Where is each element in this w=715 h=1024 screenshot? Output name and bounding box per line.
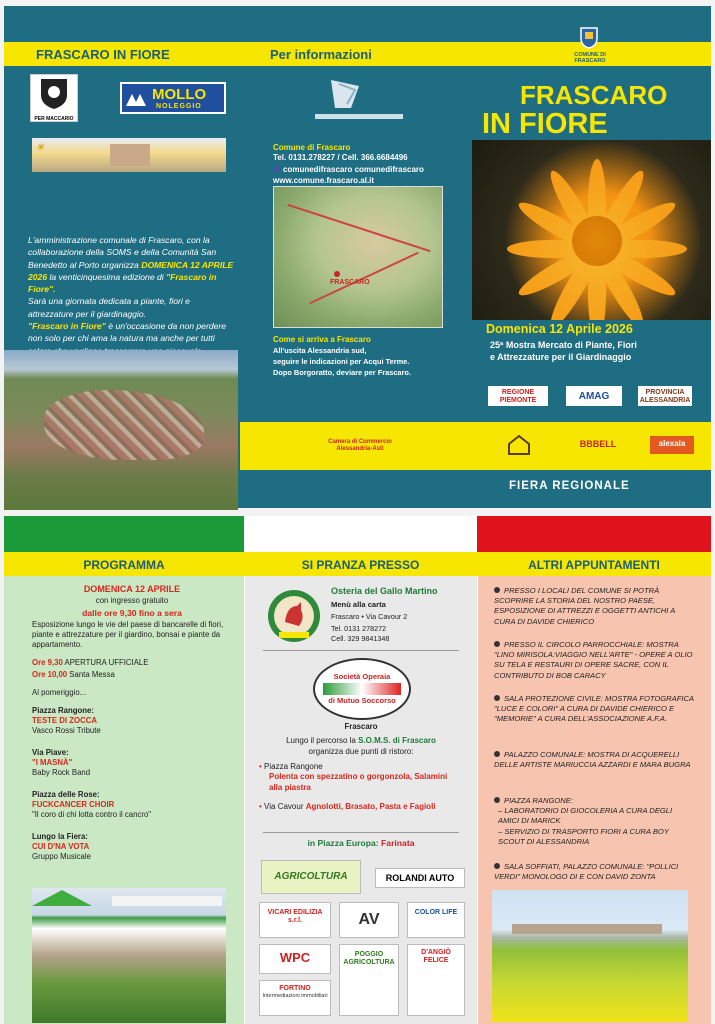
ristoro-2: • Via Cavour Agnolotti, Brasato, Pasta e Fagioli xyxy=(259,802,436,811)
altri-item-4 xyxy=(494,750,694,770)
altri-item-1-text: PRESSO I LOCALI DEL COMUNE SI POTRÀ SCOPRIRE LA STORIA DEL NOSTRO PAESE, ESPOSIZIONE DI ATTREZZI E OGGETTI ANTICHI A CURA DI DAVIDE CHIERICO xyxy=(494,586,675,626)
europa-line xyxy=(245,838,477,848)
bullet-icon xyxy=(494,641,500,647)
partner-house-icon xyxy=(506,434,532,456)
intro-name-2: "Frascaro in Fiore" xyxy=(28,321,106,332)
mollo-subtext: NOLEGGIO xyxy=(156,103,202,110)
altri-item-3-text: SALA PROTEZIONE CIVILE: MOSTRA FOTOGRAFICA "LUCE E COLORI" A CURA DI DAVIDE CHIERICO E "MEMORIE" A CURA DELL'ASSOCIAZIONE A.F.A. xyxy=(494,694,694,724)
europa-farinata: Farinata xyxy=(381,838,415,848)
vicari-label: VICARI EDILIZIA s.r.l. xyxy=(267,909,323,925)
stalls-shape xyxy=(112,896,222,906)
map-pin-icon xyxy=(334,271,340,277)
osteria-menu: Menù alla carta xyxy=(331,600,386,609)
prog-event-4-band: CUI D'NA VOTA xyxy=(32,842,90,852)
prog-t2 xyxy=(32,670,232,680)
ristoro-1: • Piazza Rangone Polenta con spezzatino o gorgonzola, Salamini alla piastra xyxy=(259,762,459,793)
prog-event-2-band: "I MASNÀ" xyxy=(32,758,73,768)
fortino-logo xyxy=(259,980,331,1016)
comune-label: COMUNE DI FRASCARO xyxy=(574,52,606,64)
prog-event-4-desc: Gruppo Musicale xyxy=(32,852,91,862)
prog-t1-text: APERTURA UFFICIALE xyxy=(64,658,149,667)
av-label: AV xyxy=(358,911,380,928)
village-skyline-shape xyxy=(512,924,662,934)
vicari-logo xyxy=(259,902,331,938)
map-frascaro-label: FRASCARO xyxy=(330,279,370,286)
altri-heading: ALTRI APPUNTAMENTI xyxy=(477,552,711,576)
amag-logo xyxy=(566,386,622,406)
agricoltura-label: AGRICOLTURA xyxy=(274,871,348,882)
prog-day-text: DOMENICA 12 APRILE xyxy=(83,584,181,594)
altri-item-5-sub-1: – LABORATORIO DI GIOCOLERIA A CURA DEGLI AMICI DI MARICK xyxy=(498,806,673,826)
amag-label: AMAG xyxy=(578,391,610,402)
regione-logo xyxy=(488,386,548,406)
bullet-icon xyxy=(494,797,500,803)
altri-item-3 xyxy=(494,694,694,725)
route-soms: S.O.M.S. di Frascaro xyxy=(358,736,436,745)
prog-event-4-place: Lungo la Fiera: xyxy=(32,832,88,841)
camera-commercio-logo xyxy=(322,434,398,458)
dangio-logo xyxy=(407,944,465,1016)
prog-event-1-band: TESTE DI ZOCCA xyxy=(32,716,97,726)
osteria-address: Frascaro • Via Cavour 2 xyxy=(331,612,408,621)
prog-afternoon: Al pomeriggio... xyxy=(32,688,87,697)
sponsor-yellow-strip xyxy=(240,422,711,470)
arrive-line-2: seguire le indicazioni per Acqui Terme. xyxy=(273,357,410,366)
color-life-label: COLOR LIFE xyxy=(414,909,458,916)
altri-item-5 xyxy=(494,796,694,847)
info-website[interactable]: www.comune.frascaro.al.it xyxy=(273,176,375,185)
dangio-label: D'ANGIÒ FELICE xyxy=(421,949,451,965)
mollo-mark-icon xyxy=(126,90,146,106)
route-text-1: Lungo il percorso la xyxy=(286,736,356,745)
alexala-logo xyxy=(650,436,694,454)
handshake-icon xyxy=(323,683,401,695)
programma-heading: PROGRAMMA xyxy=(4,552,244,576)
intro-date: DOMENICA 12 APRILE 2026 xyxy=(28,259,234,282)
regione-label: REGIONE PIEMONTE xyxy=(499,389,537,404)
village-banner-image xyxy=(32,138,226,172)
prog-event-2 xyxy=(32,748,232,779)
pranzo-column xyxy=(245,576,477,1024)
prog-event-4 xyxy=(32,832,232,863)
cover-sub-1: 25ª Mostra Mercato di Piante, Fiori xyxy=(490,340,637,350)
partner-logo-icon xyxy=(311,78,407,124)
arrive-title: Come si arriva a Frascaro xyxy=(273,335,371,344)
osteria-cell: Cell. 329 9841348 xyxy=(331,634,390,643)
prog-event-3 xyxy=(32,790,232,821)
divider xyxy=(263,650,459,651)
band-title-left: FRASCARO IN FIORE xyxy=(36,47,170,62)
rooster-logo-icon xyxy=(265,588,323,644)
market-photo xyxy=(32,888,226,1023)
prog-t2-text: Santa Messa xyxy=(69,670,115,679)
prog-free: con ingresso gratuito xyxy=(95,596,169,605)
intro-line-3: Sarà una giornata dedicata a piante, fiori e attrezzature per il giardinaggio. xyxy=(28,296,190,319)
agricoltura-logo xyxy=(261,860,361,894)
altri-item-1 xyxy=(494,586,694,627)
intro-line-4: è un'occasione da non perdere non solo per chi ama la natura ma anche per tutti xyxy=(28,321,227,344)
bbbell-label: BBBELL xyxy=(579,439,617,449)
maccario-logo xyxy=(30,74,78,122)
prog-event-2-desc: Baby Rock Band xyxy=(32,768,91,778)
camera-label: Camera di Commercio Alessandria-Asti xyxy=(328,439,392,452)
aerial-village-photo xyxy=(4,350,238,510)
provincia-label: PROVINCIA ALESSANDRIA xyxy=(639,389,691,404)
prog-event-3-place: Piazza delle Rose: xyxy=(32,790,100,799)
prog-event-1 xyxy=(32,706,232,737)
ristoro-2-food: Agnolotti, Brasato, Pasta e Fagioli xyxy=(305,802,436,811)
prog-t1-time: Ore 9,30 xyxy=(32,658,63,667)
facebook-icon xyxy=(273,165,281,173)
programma-column xyxy=(4,576,244,1024)
prog-desc: Esposizione lungo le vie del paese di bancarelle di fiori, piante e attrezzature per il giardino, bonsai e piante da appartamento. xyxy=(32,620,224,650)
route-line xyxy=(245,736,477,746)
prog-event-1-desc: Vasco Rossi Tribute xyxy=(32,726,101,736)
front-cover-spread xyxy=(4,6,711,508)
pranzo-heading: SI PRANZA PRESSO xyxy=(244,552,477,576)
flag-red xyxy=(477,516,711,552)
cover-sub-2: e Attrezzature per il Giardinaggio xyxy=(490,352,632,362)
rolandi-logo xyxy=(375,868,465,888)
prog-t1 xyxy=(32,658,232,668)
info-facebook[interactable] xyxy=(273,164,424,175)
wpc-logo xyxy=(259,944,331,974)
color-life-logo xyxy=(407,902,465,938)
soms-town: Frascaro xyxy=(344,722,378,731)
osteria-name: Osteria del Gallo Martino xyxy=(331,586,438,596)
roofs-shape xyxy=(44,390,204,460)
prog-hours xyxy=(32,608,232,618)
av-logo xyxy=(339,902,399,938)
ristoro-2-place: Via Cavour xyxy=(264,802,304,811)
fiera-regionale: FIERA REGIONALE xyxy=(509,480,630,492)
divider xyxy=(263,832,459,833)
cover-date: Domenica 12 Aprile 2026 xyxy=(486,322,633,336)
banner-sun-icon: ☀ xyxy=(36,142,45,152)
europa-text: in Piazza Europa: xyxy=(307,838,379,848)
mollo-logo xyxy=(120,82,226,114)
prog-hours-text: dalle ore 9,30 fino a sera xyxy=(82,608,182,618)
altri-item-6 xyxy=(494,862,694,882)
altri-item-5-text: PIAZZA RANGONE: xyxy=(504,796,573,805)
provincia-logo xyxy=(638,386,692,406)
mollo-text: MOLLO xyxy=(152,86,207,103)
ristoro-1-food: Polenta con spezzatino o gorgonzola, Salamini alla piastra xyxy=(269,772,448,792)
prog-event-3-band: FUCKCANCER CHOIR xyxy=(32,800,115,810)
poggio-label: POGGIO AGRICOLTURA xyxy=(343,951,395,967)
prog-event-3-desc: "Il coro di chi lotta contro il cancro" xyxy=(32,810,152,820)
info-comune: Comune di Frascaro xyxy=(273,143,351,152)
altri-item-2-text: PRESSO IL CIRCOLO PARROCCHIALE: MOSTRA "LINO MIRISOLA:VIAGGIO NELL'ARTE" - OPERE A OLIO SU TELA E RESTAURI DI OPERE SACRE, CON IL CONTRIBUTO DI BOB CARACY xyxy=(494,640,693,680)
prog-t2-time: Ore 10,00 xyxy=(32,670,68,679)
info-social-text: comunedifrascaro comunedifrascaro xyxy=(283,165,424,174)
bullet-icon xyxy=(494,587,500,593)
band-title-info: Per informazioni xyxy=(270,47,372,62)
ristoro-1-place: Piazza Rangone xyxy=(264,762,323,771)
intro-line-2: la venticinquesima edizione di xyxy=(49,271,164,282)
osteria-tel: Tel. 0131 278272 xyxy=(331,624,387,633)
fortino-label: FORTINO xyxy=(279,985,311,992)
tent-shape xyxy=(32,890,92,906)
intro-line-1: L'amministrazione comunale di Frascaro, con la collaborazione della SOMS e della Comunità San Benedetto al Porto organizza xyxy=(28,235,217,270)
altri-item-4-text: PALAZZO COMUNALE: MOSTRA DI ACQUERELLI DELLE ARTISTE MARIUCCIA AZZARDI E MARA BUGRA xyxy=(494,750,691,770)
prog-event-2-place: Via Piave: xyxy=(32,748,69,757)
arrive-line-1: All'uscita Alessandria sud, xyxy=(273,346,367,355)
intro-panel xyxy=(4,66,238,508)
flower-photo xyxy=(472,140,711,320)
bullet-icon xyxy=(494,751,500,757)
poggio-logo xyxy=(339,944,399,1016)
flag-green xyxy=(4,516,244,552)
flag-white xyxy=(244,516,477,552)
info-phone: Tel. 0131.278227 / Cell. 366.6684496 xyxy=(273,153,408,162)
rolandi-label: ROLANDI AUTO xyxy=(385,873,455,883)
intro-text xyxy=(28,234,234,369)
bullet-icon xyxy=(494,695,500,701)
soms-logo xyxy=(313,658,411,720)
intro-name: "Frascaro in Fiore". xyxy=(28,271,217,295)
wpc-label: WPC xyxy=(279,950,311,965)
maccario-label: PER MACCARIO xyxy=(34,116,74,122)
cover-title-2: IN FIORE xyxy=(482,108,608,140)
route-text-2: organizza due punti di ristoro: xyxy=(308,747,414,756)
flower-center xyxy=(572,216,622,266)
comune-crest-icon xyxy=(576,24,602,50)
location-map xyxy=(273,186,443,328)
soms-line-1: Società Operaia xyxy=(333,672,391,681)
map-road xyxy=(309,252,419,305)
fortino-sublabel: Intermediazioni immobiliari xyxy=(262,993,328,1000)
altri-item-6-text: SALA SOFFIATI, PALAZZO COMUNALE: "POLLICI VERDI" MONOLOGO DI E CON DAVID ZONTA xyxy=(494,862,679,882)
church-shape xyxy=(110,144,150,166)
cover-title-1: FRASCARO xyxy=(520,80,668,110)
alexala-label: alexala xyxy=(658,439,686,448)
arrive-line-3: Dopo Borgoratto, deviare per Frascaro. xyxy=(273,368,411,377)
altri-item-5-sub-2: – SERVIZIO DI TRASPORTO FIORI A CURA BOY SCOUT DI ALESSANDRIA xyxy=(498,826,669,846)
soms-line-2: di Mutuo Soccorso xyxy=(328,696,396,705)
prog-event-1-place: Piazza Rangone: xyxy=(32,706,94,715)
field-photo xyxy=(492,890,688,1022)
map-road xyxy=(287,204,430,252)
prog-day xyxy=(32,584,232,594)
bbbell-logo xyxy=(568,436,628,454)
bullet-icon xyxy=(494,863,500,869)
altri-item-2 xyxy=(494,640,694,681)
